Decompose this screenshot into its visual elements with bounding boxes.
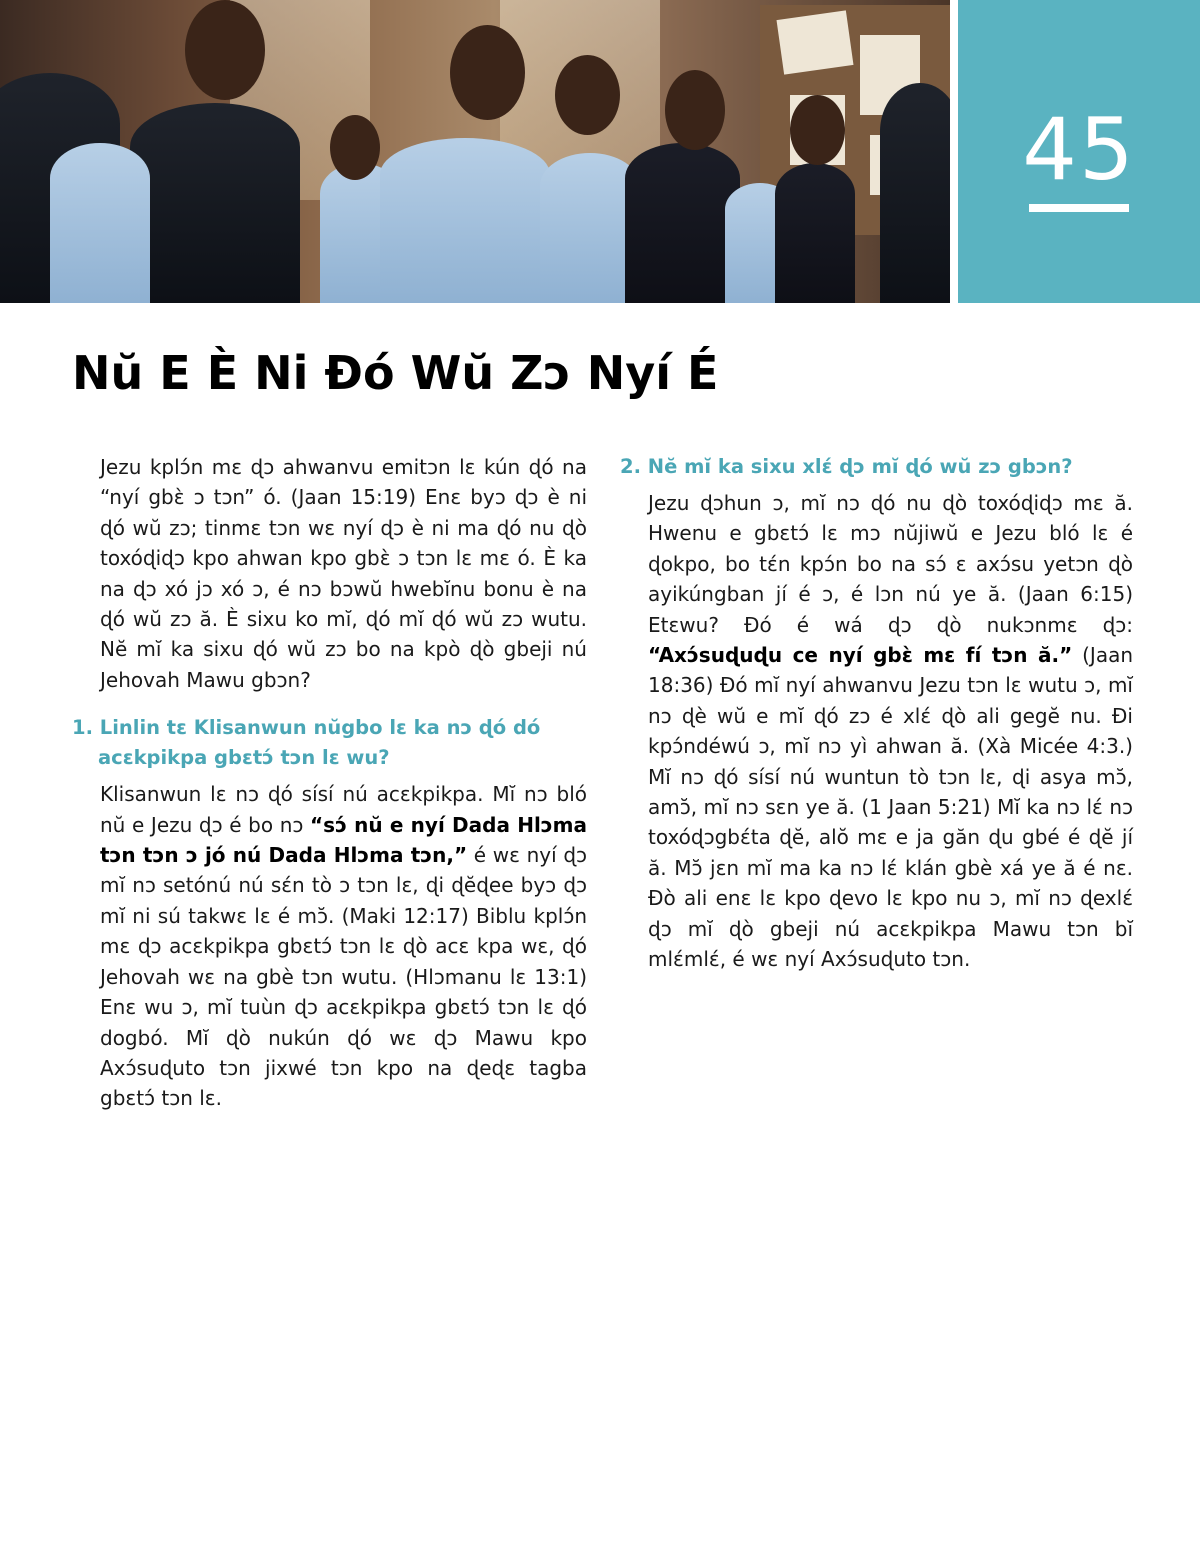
lesson-number-panel [958,0,1200,303]
hero-photo [0,0,950,303]
answer-2-paragraph [620,488,1133,975]
answer-2-scripture-quote: “Axɔ́suɖuɖu ce nyí gbɛ̀ mɛ fí tɔn ă.” [648,643,1073,668]
lesson-number: 45 [1022,100,1136,200]
answer-1-text-a: Klisanwun lɛ nɔ ɖó sísí nú acɛkpikpa. Mĭ nɔ bló nŭ e Jezu ɖɔ é bo nɔ [100,782,587,837]
answer-1-text-b: é wɛ nyí ɖɔ mĭ nɔ setónú nú sɛ́n tò ɔ tɔn lɛ, ɖi ɖĕɖee byɔ ɖɔ mĭ ni sú takwɛ lɛ é mɔ̆. (Maki 12:17) Biblu kplɔ́n mɛ ɖɔ acɛkpikpa gbɛtɔ́ tɔn lɛ ɖò acɛ kpa wɛ, ɖó Jehovah wɛ na gbè tɔn wutu. (Hlɔmanu lɛ 13:1) Enɛ wu ɔ, mĭ tuùn ɖɔ acɛkpikpa gbɛtɔ́ tɔn lɛ ɖó dogbó. Mĭ ɖò nukún ɖó wɛ ɖɔ Mawu kpo Axɔ́suɖuto tɔn jixwé tɔn kpo na ɖeɖɛ tagba gbɛtɔ́ tɔn lɛ. [100,843,587,1111]
left-column [72,452,587,1114]
lesson-number-underline [1029,204,1129,212]
answer-1-scripture-quote: “sɔ́ nŭ e nyí Dada Hlɔma tɔn tɔn ɔ jó nú Dada Hlɔma tɔn,” [100,812,587,868]
answer-2-text-a: Jezu ɖɔhun ɔ, mĭ nɔ ɖó nu ɖò toxóɖiɖɔ mɛ ă. Hwenu e gbɛtɔ́ lɛ mɔ nŭjiwŭ e Jezu bló lɛ é ɖokpo, bo tɛ́n kpɔ́n bo na sɔ́ ɛ axɔ́su yetɔn ɖò ayikúngban jí é ɔ, é lɔn nú ye ă. (Jaan 6:15) Etɛwu? Ðó é wá ɖɔ ɖò nukɔnmɛ ɖɔ: [648,491,1133,637]
right-column [620,452,1133,975]
question-2: 2. Nĕ mĭ ka sixu xlɛ́ ɖɔ mĭ ɖó wŭ zɔ gbɔn? [620,455,1073,478]
answer-1-paragraph [72,779,587,1113]
page-title: Nŭ E È Ni Ðó Wŭ Zɔ Nyí É [72,346,719,400]
intro-paragraph: Jezu kplɔ́n mɛ ɖɔ ahwanvu emitɔn lɛ kún ɖó na “nyí gbɛ̀ ɔ tɔn” ó. (Jaan 15:19) Enɛ byɔ ɖɔ è ni ɖó wŭ zɔ; tinmɛ tɔn wɛ nyí ɖɔ è ni ma ɖó nu ɖò toxóɖiɖɔ kpo ahwan kpo gbɛ̀ ɔ tɔn lɛ mɛ ó. È ka na ɖɔ xó jɔ xó ɔ, é nɔ bɔwŭ hwebĭnu bonu è na ɖó wŭ zɔ ă. È sixu ko mĭ, ɖó mĭ ɖó wŭ zɔ wutu. Nĕ mĭ ka sixu ɖó wŭ zɔ bo na kpò ɖò gbeji nú Jehovah Mawu gbɔn? [100,455,587,692]
answer-2-text-b: (Jaan 18:36) Ðó mĭ nyí ahwanvu Jezu tɔn lɛ wutu ɔ, mĭ nɔ ɖè wŭ e mĭ ɖó zɔ é xlɛ́ ɖò ali gegĕ nu. Ði kpɔ́ndéwú ɔ, mĭ nɔ yì ahwan ă. (Xà Micée 4:3.) Mĭ nɔ ɖó sísí nú wuntun tò tɔn lɛ, ɖi asya mɔ̆, amɔ̆, mĭ nɔ sɛn ye ă. (1 Jaan 5:21) Mĭ ka nɔ lɛ́ nɔ toxóɖɔgbɛ́ta ɖĕ, alŏ mɛ e ja găn ɖu gbé é ɖĕ jí ă. Mɔ̆ jɛn mĭ ma ka nɔ lɛ́ klán gbè xá ye ă é nɛ. Ðò ali enɛ lɛ kpo ɖevo lɛ kpo nu ɔ, mĭ nɔ ɖexlɛ́ ɖɔ mĭ ɖò gbeji nú acɛkpikpa Mawu tɔn bĭ mlɛ́mlɛ́, é wɛ nyí Axɔ́suɖuto tɔn. [648,643,1134,972]
question-1: 1. Linlin tɛ Klisanwun nŭgbo lɛ ka nɔ ɖó dó acɛkpikpa gbɛtɔ́ tɔn lɛ wu? [72,716,541,770]
